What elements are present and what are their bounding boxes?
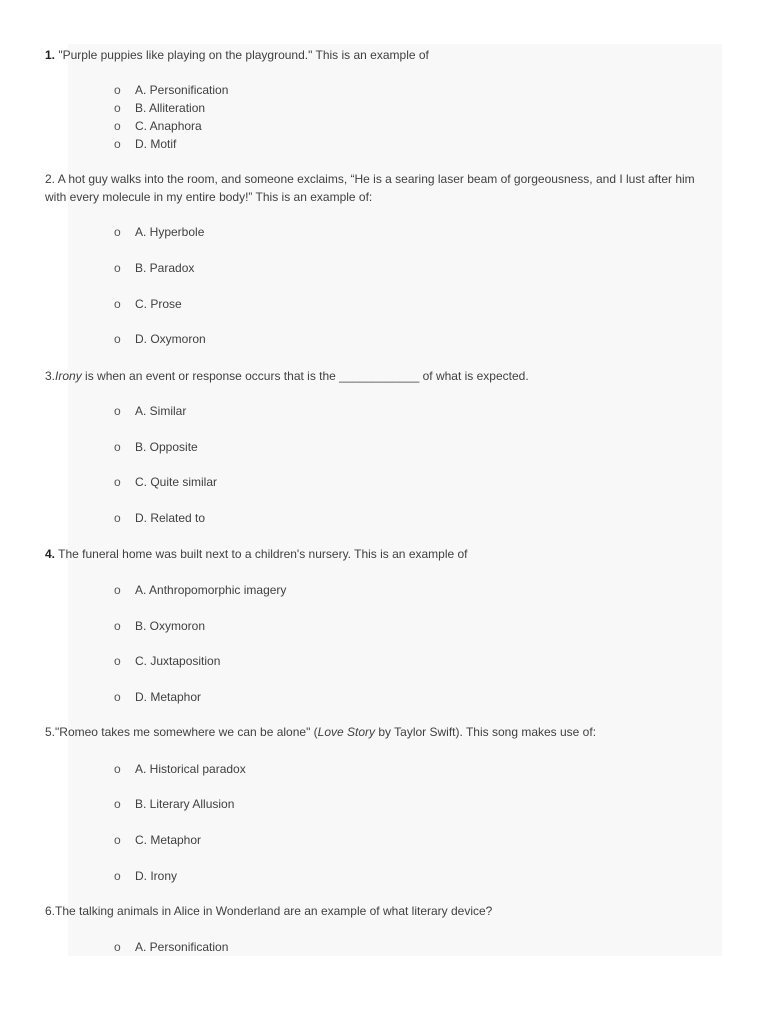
bullet-icon: o xyxy=(114,762,121,776)
option-3b[interactable] xyxy=(114,439,198,456)
option-1a[interactable] xyxy=(114,82,228,99)
question-number: 4. xyxy=(45,547,56,561)
question-6 xyxy=(45,903,705,921)
bullet-icon: o xyxy=(114,511,121,525)
question-number: 6. xyxy=(45,904,56,918)
question-3 xyxy=(45,368,705,386)
option-2a[interactable] xyxy=(114,224,204,241)
option-label: D. Irony xyxy=(135,869,178,883)
option-3c[interactable] xyxy=(114,474,217,491)
option-label: B. Oxymoron xyxy=(135,619,206,633)
bullet-icon: o xyxy=(114,690,121,704)
bullet-icon: o xyxy=(114,654,121,668)
option-label: B. Opposite xyxy=(135,440,198,454)
question-text: The talking animals in Alice in Wonderland are an example of what literary device? xyxy=(55,904,493,918)
question-text-end: by Taylor Swift). This song makes use of: xyxy=(375,725,597,739)
option-label: D. Motif xyxy=(135,137,177,151)
option-label: A. Hyperbole xyxy=(135,225,205,239)
option-1d[interactable] xyxy=(114,136,176,153)
option-label: A. Personification xyxy=(135,940,229,954)
question-4 xyxy=(45,546,705,564)
option-2d[interactable] xyxy=(114,331,206,348)
bullet-icon: o xyxy=(114,404,121,418)
option-5d[interactable] xyxy=(114,868,177,885)
question-text: A hot guy walks into the room, and someone exclaims, “He is a searing laser beam of gorgeousness, and I lust after him with every molecule in my entire body!” This is an example of: xyxy=(45,172,695,204)
option-2b[interactable] xyxy=(114,260,194,277)
option-1b[interactable] xyxy=(114,100,205,117)
bullet-icon: o xyxy=(114,475,121,489)
question-text: "Romeo takes me somewhere we can be alone" ( xyxy=(55,725,318,739)
option-4b[interactable] xyxy=(114,618,205,635)
bullet-icon: o xyxy=(114,225,121,239)
option-2c[interactable] xyxy=(114,296,182,313)
question-1 xyxy=(45,47,705,65)
option-label: B. Literary Allusion xyxy=(135,797,235,811)
bullet-icon: o xyxy=(114,83,121,97)
option-label: B. Alliteration xyxy=(135,101,206,115)
bullet-icon: o xyxy=(114,101,121,115)
option-label: C. Prose xyxy=(135,297,182,311)
question-text: "Purple puppies like playing on the playground." This is an example of xyxy=(55,48,429,62)
option-label: A. Similar xyxy=(135,404,187,418)
question-text: The funeral home was built next to a children's nursery. This is an example of xyxy=(55,547,468,561)
option-label: D. Related to xyxy=(135,511,206,525)
option-label: D. Metaphor xyxy=(135,690,202,704)
option-4a[interactable] xyxy=(114,582,286,599)
option-label: A. Personification xyxy=(135,83,229,97)
question-2 xyxy=(45,171,705,206)
option-3a[interactable] xyxy=(114,403,186,420)
question-number: 2. xyxy=(45,172,56,186)
bullet-icon: o xyxy=(114,332,121,346)
option-4d[interactable] xyxy=(114,689,201,706)
question-5 xyxy=(45,724,705,742)
question-number: 3. xyxy=(45,369,56,383)
option-5c[interactable] xyxy=(114,832,201,849)
song-title: Love Story xyxy=(317,725,376,739)
option-label: C. Quite similar xyxy=(135,475,218,489)
option-label: A. Historical paradox xyxy=(135,762,246,776)
option-label: B. Paradox xyxy=(135,261,195,275)
bullet-icon: o xyxy=(114,137,121,151)
option-label: C. Metaphor xyxy=(135,833,202,847)
bullet-icon: o xyxy=(114,297,121,311)
question-term: Irony xyxy=(55,369,82,383)
bullet-icon: o xyxy=(114,261,121,275)
bullet-icon: o xyxy=(114,833,121,847)
option-5a[interactable] xyxy=(114,761,246,778)
bullet-icon: o xyxy=(114,619,121,633)
option-label: C. Juxtaposition xyxy=(135,654,221,668)
option-label: D. Oxymoron xyxy=(135,332,206,346)
option-6a[interactable] xyxy=(114,939,228,956)
bullet-icon: o xyxy=(114,869,121,883)
bullet-icon: o xyxy=(114,940,121,954)
bullet-icon: o xyxy=(114,119,121,133)
option-4c[interactable] xyxy=(114,653,220,670)
option-label: C. Anaphora xyxy=(135,119,202,133)
bullet-icon: o xyxy=(114,797,121,811)
question-number: 1. xyxy=(45,48,56,62)
question-number: 5. xyxy=(45,725,56,739)
question-text: is when an event or response occurs that is the ____________ of what is expected. xyxy=(81,369,529,383)
option-3d[interactable] xyxy=(114,510,205,527)
option-5b[interactable] xyxy=(114,796,234,813)
bullet-icon: o xyxy=(114,440,121,454)
option-1c[interactable] xyxy=(114,118,202,135)
option-label: A. Anthropomorphic imagery xyxy=(135,583,287,597)
bullet-icon: o xyxy=(114,583,121,597)
